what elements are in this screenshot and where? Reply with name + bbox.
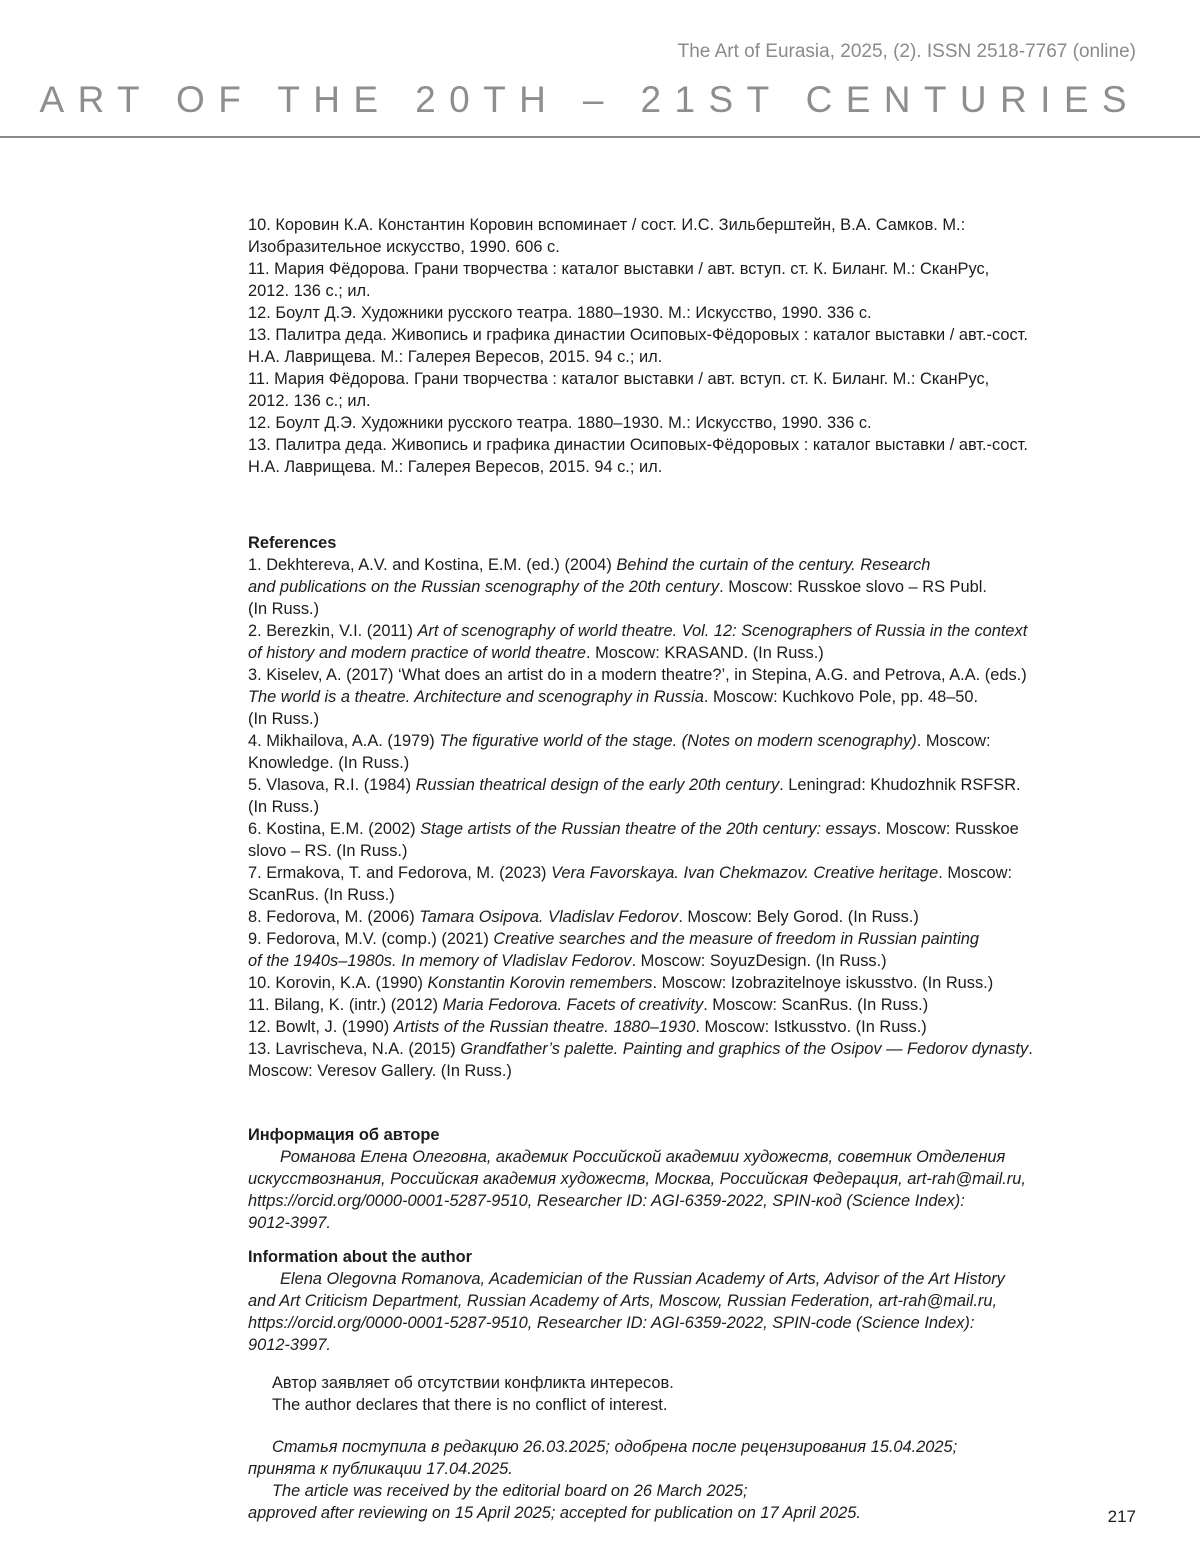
reference-line: Изобразительное искусство, 1990. 606 с.	[248, 238, 560, 256]
header-divider	[0, 136, 1200, 138]
reference-text: . Moscow: ScanRus. (In Russ.)	[703, 996, 929, 1014]
author-info-ru-heading: Информация об авторе	[248, 1126, 440, 1144]
reference-line	[248, 598, 1143, 620]
conflict-statement-en: The author declares that there is no conflict of interest.	[272, 1396, 668, 1414]
section-title: ART OF THE 20TH – 21ST CENTURIES	[39, 79, 1140, 120]
reference-text: 3. Kiselev, A. (2017) ‘What does an artist do in a modern theatre?’, in Stepina, A.G. and Petrova, A.A. (eds.)	[248, 666, 1027, 684]
reference-text: . Moscow: Izobrazitelnoye iskusstvo. (In Russ.)	[652, 974, 994, 992]
page-number: 217	[1107, 1507, 1136, 1526]
reference-title: Russian theatrical design of the early 20th century	[415, 776, 780, 794]
reference-text: 1. Dekhtereva, A.V. and Kostina, E.M. (ed.) (2004)	[248, 556, 617, 574]
reference-text: . Moscow:	[938, 864, 1013, 882]
reference-text: ScanRus. (In Russ.)	[248, 886, 395, 904]
reference-line	[248, 928, 1143, 950]
reference-title: The world is a theatre. Architecture and scenography in Russia	[248, 688, 704, 706]
author-info-en-line: 9012-3997.	[248, 1336, 331, 1354]
author-info-en-line: Elena Olegovna Romanova, Academician of the Russian Academy of Arts, Advisor of the Art History	[280, 1270, 1005, 1288]
reference-line	[248, 950, 1143, 972]
author-info-ru-line: 9012-3997.	[248, 1214, 331, 1232]
reference-text: 12. Bowlt, J. (1990)	[248, 1018, 394, 1036]
reference-text: 9. Fedorova, M.V. (comp.) (2021)	[248, 930, 494, 948]
reference-text: . Leningrad: Khudozhnik RSFSR.	[779, 776, 1021, 794]
reference-text: . Moscow: Russkoe slovo – RS Publ.	[719, 578, 987, 596]
reference-text: 5. Vlasova, R.I. (1984)	[248, 776, 416, 794]
reference-line: 2012. 136 с.; ил.	[248, 282, 371, 300]
reference-text: . Moscow: KRASAND. (In Russ.)	[586, 644, 824, 662]
reference-text: . Moscow: Bely Gorod. (In Russ.)	[678, 908, 919, 926]
reference-line	[248, 576, 1143, 598]
dates-en-line: The article was received by the editorial board on 26 March 2025;	[272, 1482, 748, 1500]
reference-line: 12. Боулт Д.Э. Художники русского театра. 1880–1930. М.: Искусство, 1990. 336 с.	[248, 414, 872, 432]
reference-line	[248, 752, 1143, 774]
reference-line: Н.А. Лаврищева. М.: Галерея Вересов, 2015. 94 с.; ил.	[248, 458, 663, 476]
conflict-statement-ru: Автор заявляет об отсутствии конфликта интересов.	[272, 1374, 674, 1392]
article-dates	[248, 1436, 1143, 1524]
article-body	[248, 214, 1143, 1524]
reference-line	[248, 686, 1143, 708]
reference-line	[248, 664, 1143, 686]
reference-line	[248, 972, 1143, 994]
reference-title: Creative searches and the measure of freedom in Russian painting	[493, 930, 979, 948]
reference-line: 10. Коровин К.А. Константин Коровин вспоминает / сост. И.С. Зильберштейн, В.А. Самков. М.:	[248, 216, 966, 234]
dates-ru-line: принята к публикации 17.04.2025.	[248, 1460, 513, 1478]
journal-citation: The Art of Eurasia, 2025, (2). ISSN 2518-7767 (online)	[677, 41, 1136, 62]
reference-text: (In Russ.)	[248, 710, 320, 728]
reference-text: 13. Lavrischeva, N.A. (2015)	[248, 1040, 461, 1058]
reference-line	[248, 554, 1143, 576]
author-info-ru-line: Романова Елена Олеговна, академик Российской академии художеств, советник Отделения	[280, 1148, 1006, 1166]
reference-title: Tamara Osipova. Vladislav Fedorov	[419, 908, 679, 926]
reference-line	[248, 906, 1143, 928]
reference-line: 11. Мария Фёдорова. Грани творчества : каталог выставки / авт. вступ. ст. К. Биланг. М.: СканРус,	[248, 370, 990, 388]
reference-line	[248, 994, 1143, 1016]
reference-line	[248, 884, 1143, 906]
reference-line	[248, 840, 1143, 862]
reference-text: (In Russ.)	[248, 798, 320, 816]
dates-ru-line: Статья поступила в редакцию 26.03.2025; одобрена после рецензирования 15.04.2025;	[272, 1438, 958, 1456]
reference-line: 12. Боулт Д.Э. Художники русского театра. 1880–1930. М.: Искусство, 1990. 336 с.	[248, 304, 872, 322]
reference-title: Art of scenography of world theatre. Vol. 12: Scenographers of Russia in the context	[417, 622, 1028, 640]
reference-line	[248, 730, 1143, 752]
russian-reference-list	[248, 214, 1143, 478]
reference-line	[248, 818, 1143, 840]
reference-title: of history and modern practice of world theatre	[248, 644, 587, 662]
reference-line	[248, 1060, 1143, 1082]
reference-line	[248, 796, 1143, 818]
reference-text: . Moscow: Istkusstvo. (In Russ.)	[695, 1018, 927, 1036]
reference-text: Moscow: Veresov Gallery. (In Russ.)	[248, 1062, 512, 1080]
references-heading: References	[248, 534, 337, 552]
reference-title: Vera Favorskaya. Ivan Chekmazov. Creative heritage	[551, 864, 939, 882]
reference-title: Grandfather’s palette. Painting and graphics of the Osipov — Fedorov dynasty	[460, 1040, 1029, 1058]
reference-text: . Moscow: Kuchkovo Pole, pp. 48–50.	[703, 688, 979, 706]
author-info-en	[248, 1246, 1143, 1356]
reference-line	[248, 1038, 1143, 1060]
reference-text: 4. Mikhailova, A.A. (1979)	[248, 732, 440, 750]
reference-title: of the 1940s–1980s. In memory of Vladislav Fedorov	[248, 952, 632, 970]
reference-line: 13. Палитра деда. Живопись и графика династии Осиповых-Фёдоровых : каталог выставки / авт.-сост.	[248, 326, 1028, 344]
reference-line	[248, 774, 1143, 796]
reference-title: The figurative world of the stage. (Notes on modern scenography)	[439, 732, 917, 750]
reference-title: and publications on the Russian scenography of the 20th century	[248, 578, 720, 596]
reference-line: Н.А. Лаврищева. М.: Галерея Вересов, 2015. 94 с.; ил.	[248, 348, 663, 366]
reference-title: Artists of the Russian theatre. 1880–1930	[393, 1018, 696, 1036]
reference-text: Knowledge. (In Russ.)	[248, 754, 410, 772]
reference-text: . Moscow:	[916, 732, 991, 750]
reference-text: 11. Bilang, K. (intr.) (2012)	[248, 996, 443, 1014]
reference-line	[248, 620, 1143, 642]
references-list	[248, 554, 1143, 1082]
reference-text: 7. Ermakova, T. and Fedorova, M. (2023)	[248, 864, 552, 882]
reference-text: . Moscow: SoyuzDesign. (In Russ.)	[631, 952, 887, 970]
reference-line	[248, 708, 1143, 730]
reference-text: 10. Korovin, K.A. (1990)	[248, 974, 428, 992]
reference-line: 13. Палитра деда. Живопись и графика династии Осиповых-Фёдоровых : каталог выставки / авт.-сост.	[248, 436, 1028, 454]
author-info-en-line: https://orcid.org/0000-0001-5287-9510, Researcher ID: AGI-6359-2022, SPIN-code (Science Index):	[248, 1314, 975, 1332]
reference-line	[248, 642, 1143, 664]
author-info-ru	[248, 1124, 1143, 1234]
author-info-en-line: and Art Criticism Department, Russian Academy of Arts, Moscow, Russian Federation, art-rah@mail.ru,	[248, 1292, 998, 1310]
reference-title: Behind the curtain of the century. Research	[616, 556, 931, 574]
reference-text: 8. Fedorova, M. (2006)	[248, 908, 420, 926]
author-info-en-heading: Information about the author	[248, 1248, 472, 1266]
reference-line	[248, 862, 1143, 884]
references-section	[248, 532, 1143, 1082]
reference-text: .	[1028, 1040, 1033, 1058]
reference-text: . Moscow: Russkoe	[876, 820, 1019, 838]
dates-en-line: approved after reviewing on 15 April 2025; accepted for publication on 17 April 2025.	[248, 1504, 861, 1522]
reference-title: Maria Fedorova. Facets of creativity	[442, 996, 704, 1014]
author-info-ru-line: искусствознания, Российская академия художеств, Москва, Российская Федерация, art-rah@mail.ru,	[248, 1170, 1026, 1188]
reference-text: 6. Kostina, E.M. (2002)	[248, 820, 421, 838]
reference-line	[248, 1016, 1143, 1038]
reference-title: Konstantin Korovin remembers	[427, 974, 653, 992]
reference-text: 2. Berezkin, V.I. (2011)	[248, 622, 418, 640]
reference-line: 11. Мария Фёдорова. Грани творчества : каталог выставки / авт. вступ. ст. К. Биланг. М.: СканРус,	[248, 260, 990, 278]
reference-line: 2012. 136 с.; ил.	[248, 392, 371, 410]
reference-text: (In Russ.)	[248, 600, 320, 618]
reference-text: slovo – RS. (In Russ.)	[248, 842, 408, 860]
author-info-ru-line: https://orcid.org/0000-0001-5287-9510, Researcher ID: AGI-6359-2022, SPIN-код (Science Index):	[248, 1192, 965, 1210]
reference-title: Stage artists of the Russian theatre of the 20th century: essays	[420, 820, 877, 838]
conflict-of-interest	[248, 1372, 1143, 1416]
